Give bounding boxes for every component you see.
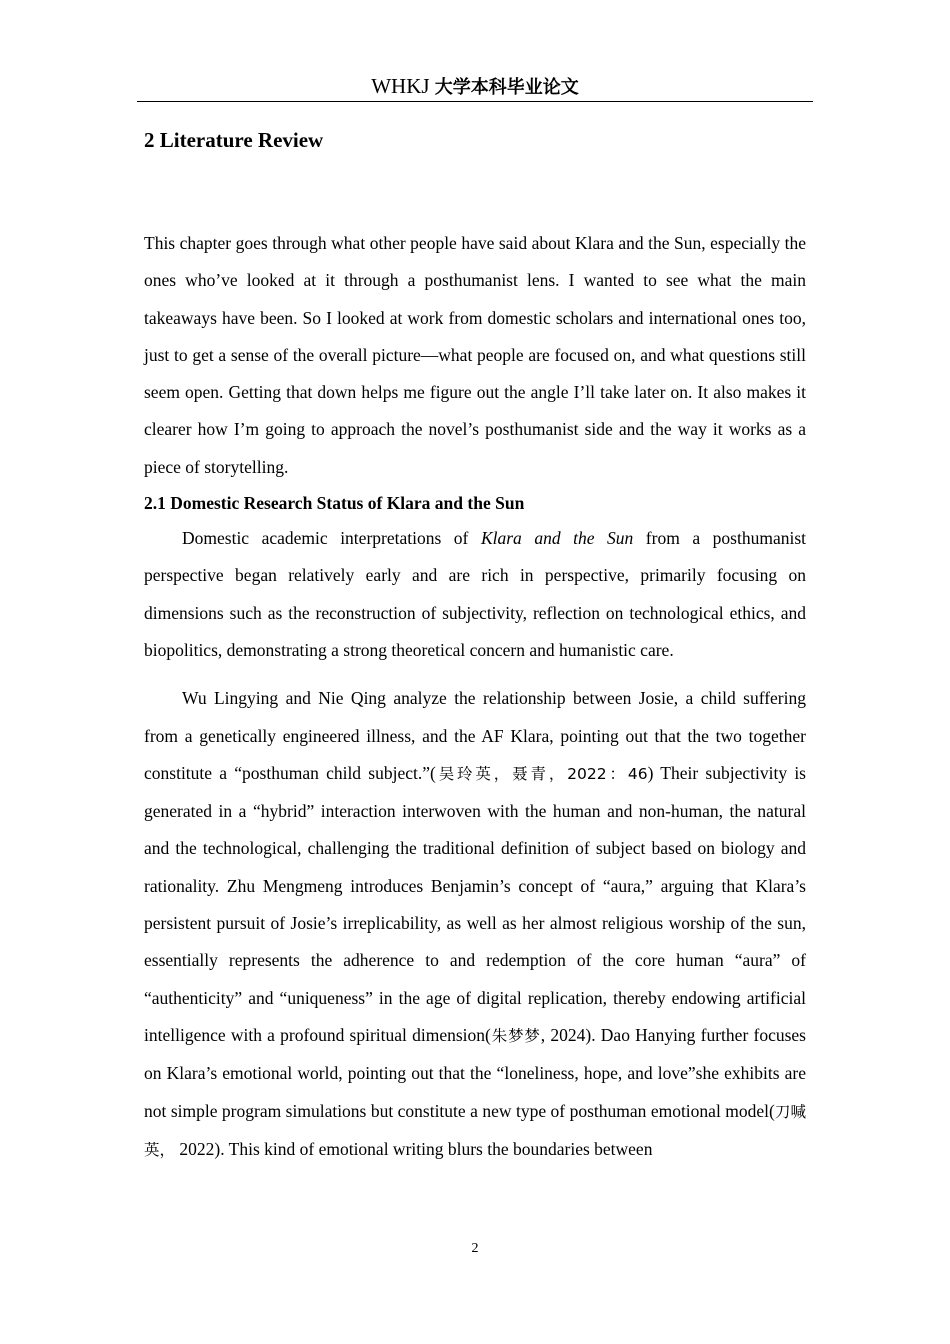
chapter-title: 2 Literature Review [144, 128, 324, 152]
header-title-latin: WHKJ [371, 74, 430, 98]
paragraph-text: Wu Lingying and Nie Qing analyze the relationship between Josie, a child suffering from a genetically engineered illness, and the AF Klara, pointing out that the two together constitute a “posthuman child subject.”( [144, 688, 806, 783]
body-paragraph-2 [144, 680, 806, 1169]
section-heading: 2.1 Domestic Research Status of Klara and the Sun [144, 493, 525, 514]
paragraph-text: ) Their subjectivity is generated in a “hybrid” interaction interwoven with the human and non-human, the natural and the technological, challenging the traditional definition of subject based on biology and rationality. Zhu Mengmeng introduces Benjamin’s concept of “aura,” arguing that Klara’s persistent pursuit of Josie’s irreplicability, as well as her almost religious worship of the sun, essentially represents the adherence to and redemption of the core human “aura” of “authenticity” and “uniqueness” in the age of digital replication, thereby endowing artificial intelligence with a profound spiritual dimension( [144, 762, 806, 1045]
book-title: Klara and the Sun [480, 528, 634, 549]
paragraph-text: , 2024). Dao Hanying further focuses on Klara’s emotional world, pointing out that the “loneliness, hope, and love”she exhibits are not simple program simulations but constitute a new type of posthuman emotional model( [144, 1024, 806, 1121]
citation: 吴玲英，聂青，2022：46 [435, 764, 648, 783]
body-paragraph-1 [144, 520, 806, 669]
header-rule [137, 101, 813, 102]
paragraph-spacer [144, 669, 806, 680]
page-body [144, 122, 806, 1169]
paragraph-text: Domestic academic interpretations of [182, 528, 481, 549]
citation: 朱梦梦 [490, 1026, 541, 1045]
paragraph-text: 2022). This kind of emotional writing blurs the boundaries between [175, 1138, 653, 1159]
citation: 刀喊英， [144, 1102, 806, 1159]
page-number: 2 [471, 1241, 479, 1256]
running-header [137, 72, 813, 100]
intro-paragraph: This chapter goes through what other people have said about Klara and the Sun, especially the ones who’ve looked at it through a posthumanist lens. I wanted to see what the main takeaways have been. So I looked at work from domestic scholars and international ones too, just to get a sense of the overall picture—what people are focused on, and what questions still seem open. Getting that down helps me figure out the angle I’ll take later on. It also makes it clearer how I’m going to approach the novel’s posthumanist side and the way it works as a piece of storytelling. [144, 233, 806, 477]
header-title-chinese: 大学本科毕业论文 [434, 77, 579, 98]
paragraph-text: from a posthumanist perspective began relatively early and are rich in perspective, primarily focusing on dimensions such as the reconstruction of subjectivity, reflection on technological ethics, and biopolitics, demonstrating a strong theoretical concern and humanistic care. [144, 528, 806, 660]
